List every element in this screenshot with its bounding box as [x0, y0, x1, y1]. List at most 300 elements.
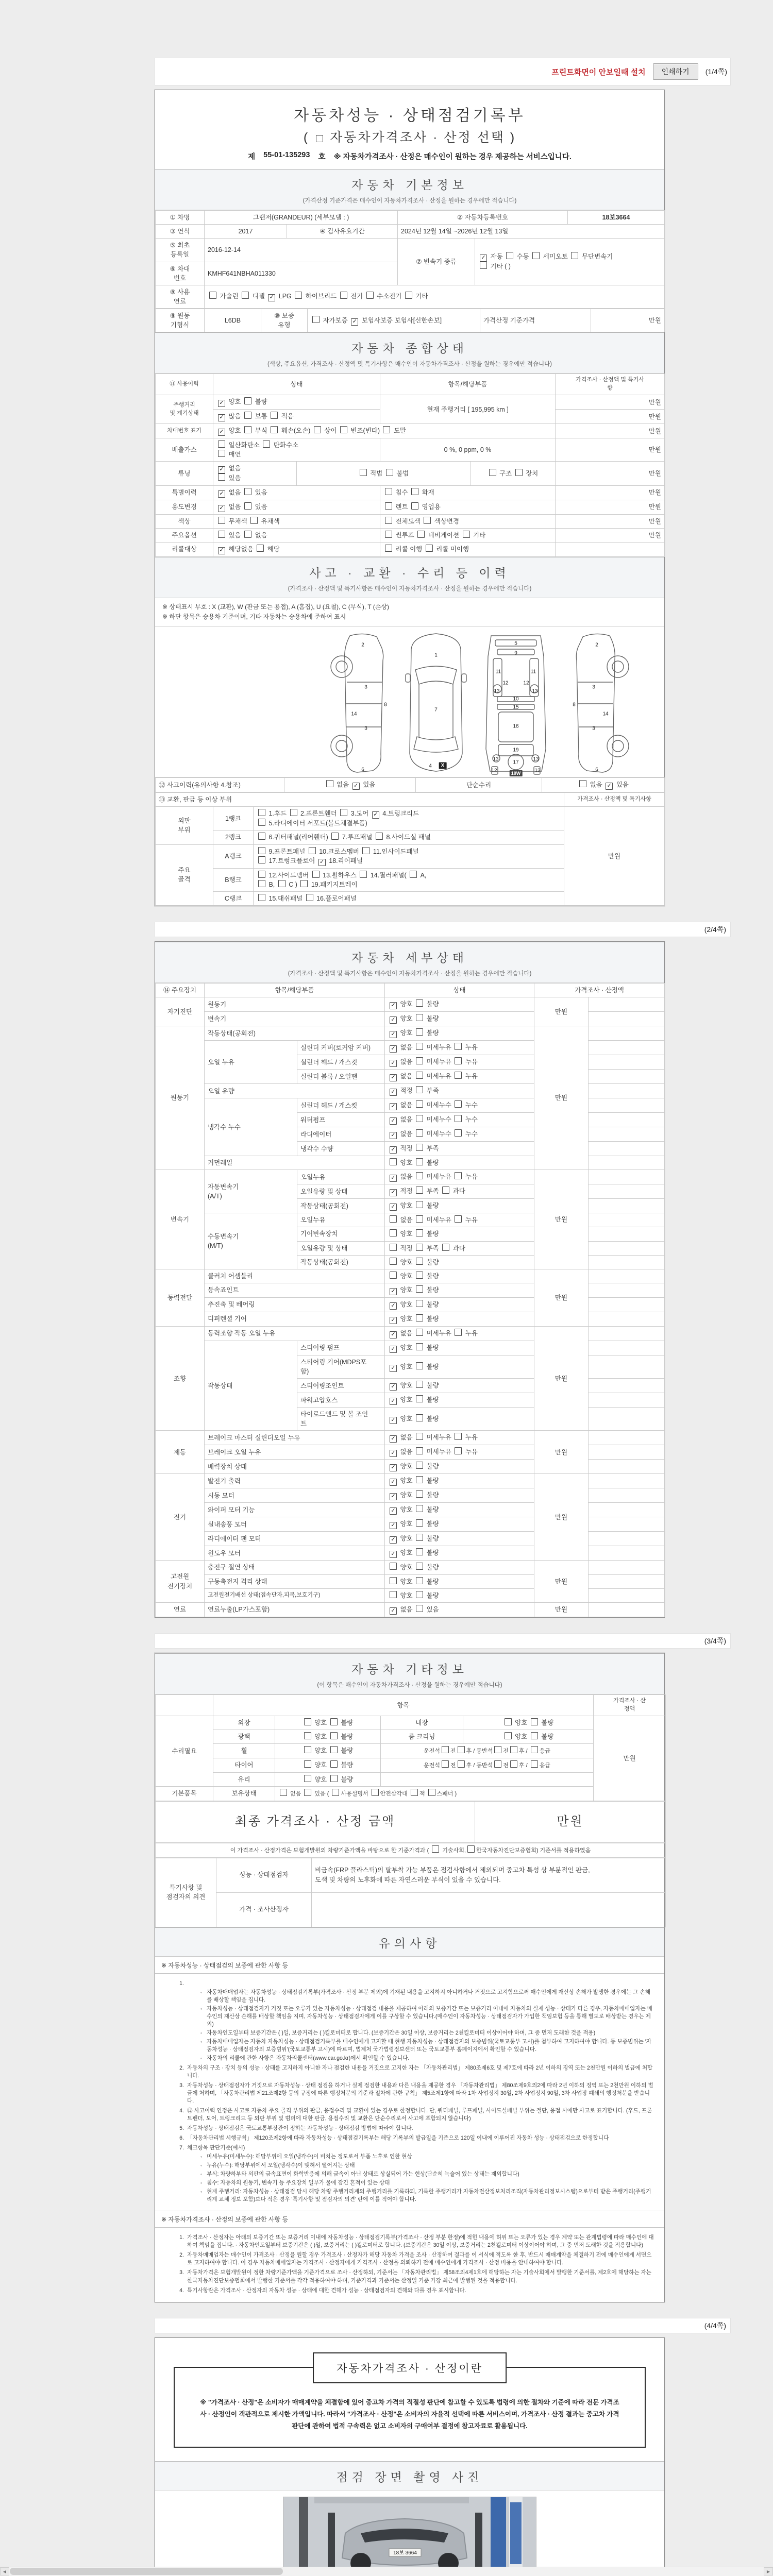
checkbox-unchecked[interactable] [455, 1172, 462, 1179]
checkbox-unchecked[interactable] [306, 894, 313, 901]
checkbox-checked[interactable]: ✓ [390, 1435, 397, 1443]
checkbox-unchecked[interactable] [416, 999, 423, 1007]
doc-no-prefix: 제 [248, 153, 256, 161]
table-row [156, 500, 665, 514]
checkbox-unchecked[interactable] [416, 1285, 423, 1293]
checkbox-unchecked[interactable] [416, 1229, 423, 1236]
checkbox-unchecked[interactable] [424, 517, 431, 524]
page-3 [155, 1653, 665, 2302]
table-row [156, 1326, 665, 1341]
checkbox-unchecked[interactable] [416, 1505, 423, 1512]
checkbox-unchecked[interactable] [428, 1789, 435, 1796]
checkbox-unchecked[interactable] [416, 1272, 423, 1279]
checkbox-unchecked[interactable] [455, 1072, 462, 1079]
table-cell: 만원 [564, 807, 665, 906]
panel-number-label: 12 [502, 680, 509, 686]
checkbox-unchecked[interactable] [390, 1244, 397, 1251]
table-row [156, 1012, 665, 1026]
checkbox-checked[interactable]: ✓ [390, 1089, 397, 1096]
table-cell: 만원 [475, 1801, 666, 1842]
checkbox-unchecked[interactable] [505, 1718, 512, 1725]
checkbox-unchecked[interactable] [416, 1605, 423, 1612]
table-cell: ✓ 없음 미세누유 누유 [385, 1041, 534, 1055]
checkbox-unchecked[interactable] [258, 819, 265, 826]
panel-number-label: 6 [595, 767, 598, 773]
table-cell: 오일 누유 [205, 1041, 297, 1084]
table-cell: ✓ 양호 불량 [385, 1026, 534, 1041]
checkbox-checked[interactable]: ✓ [390, 1132, 397, 1139]
checkbox-checked[interactable]: ✓ [218, 505, 225, 512]
checkbox-unchecked[interactable] [385, 545, 392, 552]
notice-item: 5. 자동차성능 · 상태점검은 국토교통부장관이 정하는 자동차성능 · 상태점검 방법에 따라야 합니다. [179, 2125, 413, 2132]
checkbox-unchecked[interactable] [416, 1028, 423, 1036]
checkbox-checked[interactable]: ✓ [390, 1493, 397, 1500]
checkbox-unchecked[interactable] [531, 1746, 538, 1753]
checkbox-unchecked[interactable] [390, 1158, 397, 1165]
table-cell: 수동변속기 (M/T) [205, 1213, 297, 1269]
checkbox-unchecked[interactable] [330, 1775, 338, 1782]
table-cell: 기본품목 [156, 1786, 213, 1801]
checkbox-checked[interactable]: ✓ [218, 547, 225, 554]
checkbox-unchecked[interactable] [209, 292, 216, 299]
checkbox-unchecked[interactable] [426, 545, 433, 552]
checkbox-unchecked[interactable] [263, 440, 270, 448]
price-survey-info-title: 자동차가격조사 · 산정이란 [313, 2352, 507, 2383]
checkbox-unchecked[interactable] [416, 1300, 423, 1307]
checkbox-unchecked[interactable] [463, 531, 470, 538]
checkbox-unchecked[interactable] [442, 1746, 449, 1753]
checkbox-unchecked[interactable] [390, 1591, 397, 1598]
checkbox-unchecked[interactable] [242, 292, 249, 299]
checkbox-unchecked[interactable] [416, 1129, 423, 1137]
checkbox-unchecked[interactable] [579, 780, 586, 787]
checkbox-unchecked[interactable] [416, 1072, 423, 1079]
checkbox-unchecked[interactable] [362, 847, 369, 854]
checkbox-unchecked[interactable] [218, 473, 225, 481]
checkbox-checked[interactable]: ✓ [390, 1346, 397, 1353]
table-cell: 디퍼렌셜 기어 [205, 1312, 385, 1326]
table-cell: 리콜대상 [156, 542, 213, 556]
table-row [156, 1786, 666, 1801]
checkbox-unchecked[interactable] [506, 252, 513, 259]
checkbox-checked[interactable]: ✓ [218, 490, 225, 498]
table-cell: 만원 [556, 514, 665, 528]
checkbox-checked[interactable]: ✓ [390, 1189, 397, 1196]
checkbox-unchecked[interactable] [442, 1244, 449, 1251]
checkbox-unchecked[interactable] [304, 1746, 311, 1753]
table-cell [589, 1170, 665, 1184]
checkbox-unchecked[interactable] [390, 1577, 397, 1584]
checkbox-unchecked[interactable] [390, 1258, 397, 1265]
checkbox-unchecked[interactable] [258, 833, 265, 840]
notice-sub-item: ◦ 부식: 차량하부와 외판의 금속표면이 화학반응에 의해 금속이 아닌 상태로 상실되어 가는 현상(단순히 녹슬어 있는 상태는 제외합니다) [200, 2171, 519, 2178]
checkbox-unchecked[interactable] [386, 469, 393, 476]
checkbox-checked[interactable]: ✓ [390, 1464, 397, 1471]
table-cell: 자동변속기 (A/T) [205, 1170, 297, 1213]
checkbox-unchecked[interactable] [442, 1760, 449, 1768]
scroll-left-arrow[interactable]: ◀ [0, 2567, 9, 2575]
table-cell: 브레이크 오일 누유 [205, 1445, 385, 1460]
doc-no-suffix: 호 [318, 153, 326, 161]
checkbox-unchecked[interactable] [416, 1115, 423, 1122]
checkbox-unchecked[interactable] [258, 809, 265, 816]
table-cell [381, 1772, 594, 1786]
checkbox-checked[interactable]: ✓ [268, 294, 275, 301]
notice-block-title: ※ 자동차성능 · 상태점검의 보증에 관한 사항 등 [155, 1957, 664, 1974]
checkbox-unchecked[interactable] [458, 1746, 465, 1753]
checkbox-checked[interactable]: ✓ [218, 414, 225, 421]
table-row [156, 1098, 665, 1113]
table-cell [589, 1488, 665, 1503]
checkbox-checked[interactable]: ✓ [318, 859, 326, 866]
checkbox-unchecked[interactable] [515, 469, 523, 476]
checkbox-unchecked[interactable] [416, 1447, 423, 1454]
checkbox-unchecked[interactable] [304, 1732, 311, 1739]
checkbox-unchecked[interactable] [271, 426, 278, 433]
checkbox-checked[interactable]: ✓ [390, 1175, 397, 1182]
checkbox-checked[interactable]: ✓ [390, 1331, 397, 1338]
table-cell: L6DB [205, 309, 261, 332]
checkbox-checked[interactable]: ✓ [390, 1507, 397, 1515]
checkbox-checked[interactable]: ✓ [390, 1317, 397, 1324]
checkbox-unchecked[interactable] [316, 135, 323, 142]
checkbox-unchecked[interactable] [385, 517, 392, 524]
checkbox-unchecked[interactable] [416, 1329, 423, 1336]
checkbox-unchecked[interactable] [531, 1732, 538, 1739]
checkbox-unchecked[interactable] [390, 1272, 397, 1279]
checkbox-unchecked[interactable] [385, 502, 392, 510]
checkbox-unchecked[interactable] [416, 1187, 423, 1194]
checkbox-unchecked[interactable] [278, 880, 285, 887]
checkbox-unchecked[interactable] [480, 262, 487, 269]
table-cell [589, 997, 665, 1012]
checkbox-checked[interactable]: ✓ [390, 1117, 397, 1125]
checkbox-unchecked[interactable] [416, 1158, 423, 1165]
table-cell: ✓ 양호 불량 [385, 1532, 534, 1546]
checkbox-unchecked[interactable] [416, 1476, 423, 1483]
checkbox-unchecked[interactable] [258, 894, 265, 901]
checkbox-unchecked[interactable] [326, 780, 333, 787]
checkbox-unchecked[interactable] [442, 1187, 449, 1194]
checkbox-unchecked[interactable] [280, 1789, 287, 1796]
scroll-right-arrow[interactable]: ▶ [764, 2567, 773, 2575]
checkbox-unchecked[interactable] [340, 426, 347, 433]
checkbox-checked[interactable]: ✓ [390, 1031, 397, 1038]
checkbox-checked[interactable]: ✓ [390, 1016, 397, 1024]
checkbox-checked[interactable]: ✓ [218, 429, 225, 436]
checkbox-unchecked[interactable] [304, 1718, 311, 1725]
checkbox-unchecked[interactable] [366, 292, 374, 299]
checkbox-unchecked[interactable] [390, 1229, 397, 1236]
checkbox-checked[interactable]: ✓ [480, 255, 487, 262]
table-cell [589, 1055, 665, 1070]
table-row [156, 1772, 666, 1786]
checkbox-unchecked[interactable] [416, 1086, 423, 1093]
checkbox-unchecked[interactable] [312, 871, 320, 878]
checkbox-unchecked[interactable] [312, 316, 320, 323]
checkbox-unchecked[interactable] [455, 1433, 462, 1440]
print-install-hint[interactable]: 프린트화면이 안보일때 설치 [551, 67, 646, 77]
checkbox-unchecked[interactable] [360, 871, 367, 878]
checkbox-unchecked[interactable] [411, 488, 418, 495]
checkbox-unchecked[interactable] [244, 412, 251, 419]
checkbox-unchecked[interactable] [416, 1201, 423, 1208]
checkbox-unchecked[interactable] [340, 809, 347, 816]
checkbox-checked[interactable]: ✓ [390, 1146, 397, 1154]
table-cell: A랭크 [213, 844, 254, 868]
checkbox-unchecked[interactable] [218, 531, 225, 538]
checkbox-unchecked[interactable] [416, 1057, 423, 1064]
checkbox-unchecked[interactable] [416, 1490, 423, 1498]
checkbox-unchecked[interactable] [510, 1760, 517, 1768]
checkbox-unchecked[interactable] [489, 469, 496, 476]
checkbox-checked[interactable]: ✓ [390, 1103, 397, 1110]
checkbox-unchecked[interactable] [416, 1591, 423, 1598]
checkbox-unchecked[interactable] [531, 1718, 538, 1725]
checkbox-checked[interactable]: ✓ [390, 1479, 397, 1486]
table-cell [589, 1393, 665, 1408]
checkbox-unchecked[interactable] [416, 1433, 423, 1440]
panel-number-label: 4 [429, 763, 432, 769]
damage-code-legend [155, 598, 664, 626]
checkbox-unchecked[interactable] [385, 531, 392, 538]
checkbox-unchecked[interactable] [467, 1845, 475, 1853]
table-cell: 양호 불량 [275, 1730, 381, 1743]
checkbox-unchecked[interactable] [258, 880, 265, 887]
table-cell: 작동상태(공회전) [205, 1026, 385, 1041]
checkbox-unchecked[interactable] [455, 1129, 462, 1137]
checkbox-checked[interactable]: ✓ [390, 1045, 397, 1053]
checkbox-checked[interactable]: ✓ [390, 1522, 397, 1529]
table-cell: 연료 [156, 1602, 205, 1617]
table-cell: ⑦ 변속기 종류 [398, 239, 475, 285]
table-cell: 항목/해당부품 [205, 984, 385, 997]
checkbox-unchecked[interactable] [416, 1381, 423, 1388]
checkbox-unchecked[interactable] [416, 1414, 423, 1421]
checkbox-unchecked[interactable] [416, 1258, 423, 1265]
checkbox-unchecked[interactable] [405, 292, 412, 299]
checkbox-checked[interactable]: ✓ [390, 1607, 397, 1615]
checkbox-unchecked[interactable] [383, 426, 390, 433]
checkbox-unchecked[interactable] [455, 1447, 462, 1454]
panel-number-label: 13 [493, 756, 499, 762]
table-cell: ✓ 양호 불량 [385, 1460, 534, 1474]
table-cell: 가격 · 조사산정자 [216, 1892, 312, 1927]
checkbox-unchecked[interactable] [244, 502, 251, 510]
checkbox-unchecked[interactable] [385, 488, 392, 495]
checkbox-unchecked[interactable] [510, 1746, 517, 1753]
checkbox-unchecked[interactable] [330, 1732, 338, 1739]
checkbox-unchecked[interactable] [314, 426, 321, 433]
checkbox-unchecked[interactable] [330, 1718, 338, 1725]
table-row [156, 1213, 665, 1227]
checkbox-unchecked[interactable] [331, 833, 339, 840]
checkbox-checked[interactable]: ✓ [390, 1551, 397, 1558]
basic-info-table-2 [155, 309, 664, 332]
checkbox-unchecked[interactable] [455, 1215, 462, 1223]
table-cell: 양호 불량 [275, 1716, 381, 1730]
checkbox-unchecked[interactable] [218, 517, 225, 524]
table-cell: 2017 [205, 225, 287, 239]
checkbox-checked[interactable]: ✓ [390, 1365, 397, 1372]
checkbox-checked[interactable]: ✓ [390, 1288, 397, 1295]
checkbox-unchecked[interactable] [416, 1395, 423, 1402]
checkbox-checked[interactable]: ✓ [390, 1398, 397, 1405]
basic-info-table [155, 210, 664, 309]
table-cell: 상태 [213, 374, 380, 395]
checkbox-unchecked[interactable] [416, 1548, 423, 1555]
checkbox-unchecked[interactable] [244, 531, 251, 538]
table-cell: ✓ 양호 불량 [385, 1199, 534, 1213]
checkbox-unchecked[interactable] [455, 1329, 462, 1336]
checkbox-unchecked[interactable] [411, 1789, 418, 1796]
checkbox-unchecked[interactable] [455, 1057, 462, 1064]
checkbox-checked[interactable]: ✓ [390, 1536, 397, 1544]
checkbox-checked[interactable]: ✓ [390, 1450, 397, 1457]
checkbox-unchecked[interactable] [455, 1115, 462, 1122]
print-button[interactable]: 인쇄하기 [653, 63, 698, 80]
checkbox-unchecked[interactable] [494, 1760, 501, 1768]
checkbox-checked[interactable]: ✓ [390, 1383, 397, 1391]
checkbox-unchecked[interactable] [416, 1534, 423, 1541]
checkbox-unchecked[interactable] [258, 856, 265, 863]
table-row [156, 309, 665, 332]
checkbox-unchecked[interactable] [258, 847, 265, 854]
table-cell: 변속기 [156, 1170, 205, 1269]
table-cell: ✓ 없음 미세누수 누수 [385, 1098, 534, 1113]
checkbox-unchecked[interactable] [376, 833, 383, 840]
checkbox-unchecked[interactable] [416, 1362, 423, 1369]
table-cell: 썬루프 네비게이션 기타 [380, 528, 556, 542]
checkbox-checked[interactable]: ✓ [390, 1002, 397, 1009]
checkbox-unchecked[interactable] [416, 1314, 423, 1321]
checkbox-unchecked[interactable] [244, 397, 251, 404]
checkbox-unchecked[interactable] [494, 1746, 501, 1753]
scrollbar-thumb[interactable] [10, 2568, 283, 2575]
checkbox-checked[interactable]: ✓ [606, 783, 613, 790]
checkbox-unchecked[interactable] [416, 1100, 423, 1108]
checkbox-unchecked[interactable] [244, 488, 251, 495]
checkbox-unchecked[interactable] [455, 1100, 462, 1108]
checkbox-unchecked[interactable] [271, 412, 278, 419]
checkbox-checked[interactable]: ✓ [372, 811, 379, 819]
checkbox-unchecked[interactable] [309, 847, 316, 854]
checkbox-unchecked[interactable] [390, 1215, 397, 1223]
notice-item: 6. 「자동차관리법 시행규칙」 제120조제2항에 따라 자동차성능 · 상태점검기록부는 해당 기록부의 발급일을 기준으로 120일 이내에 이루어진 자동차 성능 · 상태점검으로 한정합니다 [179, 2135, 609, 2142]
table-cell: 오일누유 [297, 1170, 385, 1184]
checkbox-checked[interactable]: ✓ [352, 783, 360, 790]
checkbox-checked[interactable]: ✓ [390, 1074, 397, 1081]
section-photos-title: 점검 장면 촬영 사진 [336, 2470, 483, 2484]
checkbox-unchecked[interactable] [416, 1244, 423, 1251]
table-cell: ✓ 적정 부족 [385, 1084, 534, 1098]
checkbox-unchecked[interactable] [416, 1519, 423, 1527]
checkbox-unchecked[interactable] [458, 1760, 465, 1768]
checkbox-unchecked[interactable] [218, 450, 225, 457]
accident-history-table [155, 777, 664, 792]
table-cell [589, 1012, 665, 1026]
table-row [156, 1312, 665, 1326]
checkbox-checked[interactable]: ✓ [390, 1417, 397, 1424]
checkbox-unchecked[interactable] [416, 1014, 423, 1021]
table-cell [589, 1113, 665, 1127]
table-cell: 전체도색 색상변경 [380, 514, 556, 528]
photo-front-on-lift [283, 2497, 536, 2576]
checkbox-unchecked[interactable] [416, 1577, 423, 1584]
table-cell: 만원 [534, 1026, 589, 1170]
checkbox-unchecked[interactable] [505, 1732, 512, 1739]
checkbox-unchecked[interactable] [416, 1172, 423, 1179]
checkbox-checked[interactable]: ✓ [218, 466, 225, 473]
table-cell: 오일유량 및 상태 [297, 1184, 385, 1199]
checkbox-unchecked[interactable] [416, 1043, 423, 1050]
checkbox-unchecked[interactable] [218, 440, 225, 448]
photo1-license-plate: 18보 3664 [393, 2550, 417, 2556]
checkbox-checked[interactable]: ✓ [218, 400, 225, 407]
table-row [156, 485, 665, 500]
checkbox-unchecked[interactable] [304, 1760, 311, 1768]
checkbox-unchecked[interactable] [455, 1043, 462, 1050]
checkbox-unchecked[interactable] [332, 1789, 339, 1796]
checkbox-unchecked[interactable] [360, 469, 367, 476]
checkbox-unchecked[interactable] [417, 531, 425, 538]
table-cell: 실린더 블록 / 오일팬 [297, 1070, 385, 1084]
checkbox-unchecked[interactable] [432, 1845, 439, 1853]
checkbox-checked[interactable]: ✓ [390, 1302, 397, 1310]
checkbox-unchecked[interactable] [531, 1760, 538, 1768]
checkbox-unchecked[interactable] [416, 1343, 423, 1350]
checkbox-unchecked[interactable] [571, 252, 578, 259]
checkbox-unchecked[interactable] [290, 809, 297, 816]
checkbox-unchecked[interactable] [416, 1144, 423, 1151]
print-toolbar [155, 58, 731, 86]
checkbox-unchecked[interactable] [372, 1789, 379, 1796]
form-table [155, 777, 665, 792]
table-row [156, 1730, 666, 1743]
table-row [156, 1602, 665, 1617]
checkbox-unchecked[interactable] [304, 1789, 311, 1796]
checkbox-unchecked[interactable] [304, 1775, 311, 1782]
notice-block-title: ※ 자동차가격조사 · 산정의 보증에 관한 사항 등 [155, 2211, 664, 2228]
checkbox-unchecked[interactable] [410, 871, 417, 878]
checkbox-checked[interactable]: ✓ [390, 1060, 397, 1067]
checkbox-unchecked[interactable] [257, 545, 264, 552]
checkbox-unchecked[interactable] [258, 871, 265, 878]
checkbox-unchecked[interactable] [390, 1563, 397, 1570]
page-1 [155, 90, 665, 906]
checkbox-unchecked[interactable] [330, 1760, 338, 1768]
checkbox-unchecked[interactable] [330, 1746, 338, 1753]
checkbox-checked[interactable]: ✓ [351, 318, 358, 326]
table-cell: 가격조사 · 산정액 및 특기사항 [564, 793, 665, 807]
checkbox-unchecked[interactable] [532, 252, 540, 259]
checkbox-unchecked[interactable] [416, 1563, 423, 1570]
checkbox-unchecked[interactable] [411, 502, 418, 510]
checkbox-unchecked[interactable] [295, 292, 302, 299]
caution-notes [155, 1957, 664, 2302]
checkbox-unchecked[interactable] [416, 1462, 423, 1469]
checkbox-checked[interactable]: ✓ [390, 1204, 397, 1211]
checkbox-unchecked[interactable] [300, 880, 308, 887]
checkbox-unchecked[interactable] [244, 426, 251, 433]
table-cell: 만원 [594, 1716, 666, 1801]
horizontal-scrollbar[interactable] [0, 2567, 773, 2576]
table-row [156, 984, 665, 997]
checkbox-unchecked[interactable] [250, 517, 258, 524]
checkbox-unchecked[interactable] [416, 1215, 423, 1223]
table-row [156, 462, 665, 485]
checkbox-unchecked[interactable] [340, 292, 347, 299]
